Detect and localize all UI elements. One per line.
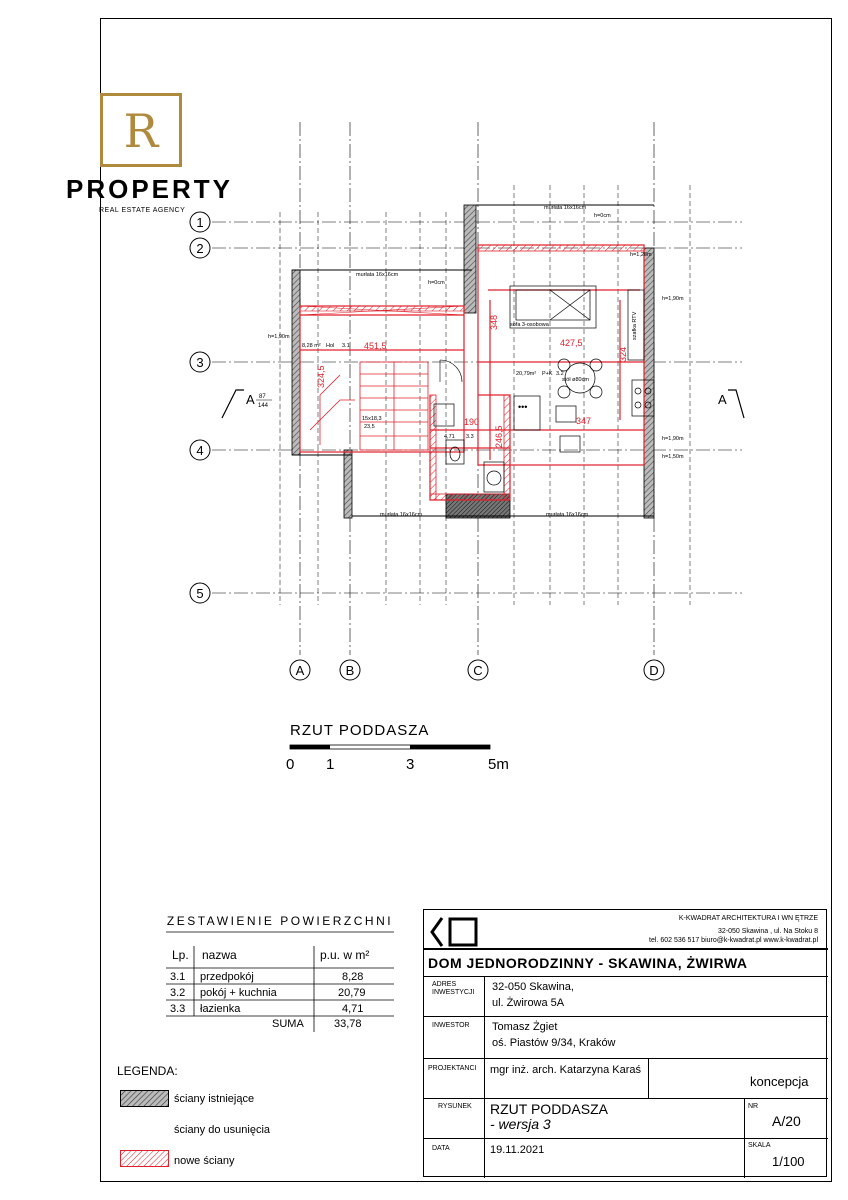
- staircase: [310, 362, 428, 450]
- inwestor-label: INWESTOR: [432, 1022, 470, 1029]
- k-kwadrat-logo: [428, 914, 480, 950]
- rysunek-version: - wersja 3: [490, 1116, 551, 1132]
- anno-dim-348: 348: [489, 314, 499, 330]
- area-sum-label: SUMA: [272, 1018, 304, 1030]
- anno-h-190-right: h=1,90m: [662, 296, 684, 302]
- grid-label-1: 1: [196, 215, 204, 230]
- plan-title: RZUT PODDASZA: [290, 722, 430, 739]
- company-name: K-KWADRAT ARCHITEKTURA I WN ĘTRZE: [678, 915, 818, 922]
- anno-room1-no: 3.1: [342, 343, 350, 349]
- anno-szafka: szafka RTV: [632, 311, 638, 340]
- anno-h-190-low: h=1,90m: [662, 436, 684, 442]
- adres-line-2: ul. Żwirowa 5A: [492, 997, 565, 1009]
- title-block: [423, 909, 827, 1177]
- adres-label: ADRES INWESTYCJI: [432, 981, 475, 996]
- anno-h-190-left: h=1,90m: [268, 334, 290, 340]
- area-table-title: ZESTAWIENIE POWIERZCHNI: [166, 914, 394, 928]
- anno-dim-324: 324: [618, 346, 628, 362]
- drawing-number: A/20: [772, 1113, 801, 1129]
- anno-room2-name: P+K: [542, 371, 553, 377]
- scale-label-0: 0: [286, 756, 295, 773]
- anno-dim-4515: 451,5: [364, 341, 387, 351]
- projektanci-name: mgr inż. arch. Katarzyna Karaś: [490, 1064, 642, 1076]
- grid-label-b: B: [345, 663, 355, 678]
- anno-dim-3245: 324,5: [316, 365, 326, 388]
- anno-dim-347: 347: [576, 416, 592, 426]
- furniture: [434, 286, 654, 492]
- company-contact: tel. 602 536 517 biuro@k-kwadrat.pl www.k-kwadrat.pl: [649, 937, 818, 944]
- area-row-3-lp: 3.3: [170, 1003, 186, 1015]
- brand-tagline: REAL ESTATE AGENCY: [99, 207, 186, 214]
- section-label-left: A: [246, 392, 255, 407]
- area-sum-value: 33,78: [334, 1018, 362, 1030]
- anno-dim-190: 190: [464, 417, 480, 427]
- drawing-date: 19.11.2021: [490, 1144, 545, 1156]
- anno-dim-2465: 246,5: [494, 425, 504, 448]
- grid-label-5: 5: [196, 586, 204, 601]
- area-header-lp: Lp.: [172, 948, 189, 962]
- svg-text:•••: •••: [518, 402, 528, 412]
- anno-room3-no: 3.3: [466, 434, 474, 440]
- anno-room2-area: 20,79m²: [516, 371, 537, 377]
- anno-murlata-b2: murłata 16x16cm: [546, 512, 589, 518]
- scale-label-1: 1: [326, 756, 335, 773]
- inwestor-line-2: oś. Piastów 9/34, Kraków: [492, 1037, 616, 1049]
- logo-letter: R: [123, 104, 159, 158]
- skala-label: SKALA: [748, 1142, 771, 1149]
- grid-label-d: D: [649, 663, 659, 678]
- area-row-2-lp: 3.2: [170, 987, 186, 999]
- grid-label-a: A: [295, 663, 305, 678]
- grid-label-c: C: [473, 663, 483, 678]
- legend-remove: ściany do usunięcia: [174, 1124, 271, 1136]
- anno-murlata-b1: murłata 16x16cm: [380, 512, 423, 518]
- legend-new: nowe ściany: [174, 1155, 235, 1167]
- section-dim-144: 144: [258, 403, 269, 409]
- area-row-1-area: 8,28: [342, 971, 364, 983]
- anno-murlata-left: murłata 16x16cm: [356, 272, 399, 278]
- area-row-2-name: pokój + kuchnia: [200, 987, 277, 999]
- brand-name: PROPERTY: [66, 174, 234, 204]
- legend-title: LEGENDA:: [117, 1064, 178, 1078]
- area-row-1-name: przedpokój: [200, 971, 254, 983]
- anno-h-top: h=0cm: [594, 213, 611, 219]
- legend-swatch-new: [120, 1150, 170, 1168]
- anno-dim-4275: 427,5: [560, 338, 583, 348]
- projektanci-label: PROJEKTANCI: [428, 1065, 477, 1072]
- area-row-2-area: 20,79: [338, 987, 366, 999]
- legend-swatch-existing: [120, 1090, 170, 1108]
- data-label: DATA: [432, 1145, 450, 1152]
- anno-h-left: h=0cm: [428, 280, 445, 286]
- anno-stove-dots: [518, 402, 527, 412]
- anno-murlata-top: murłata 16x16cm: [544, 205, 587, 211]
- adres-line-1: 32-050 Skawina,: [492, 981, 574, 993]
- anno-stairs: 15x18,3: [362, 416, 382, 422]
- project-name: DOM JEDNORODZINNY - SKAWINA, ŻWIRWA: [428, 955, 748, 971]
- grid-label-2: 2: [196, 241, 204, 256]
- rysunek-label: RYSUNEK: [438, 1103, 472, 1110]
- company-address: 32-050 Skawina , ul. Na Stoku 8: [717, 928, 818, 935]
- grid-label-4: 4: [196, 443, 204, 458]
- legend-existing: ściany istniejące: [174, 1093, 255, 1105]
- grid-label-3: 3: [196, 355, 204, 370]
- area-header-area: p.u. w m²: [320, 948, 370, 962]
- project-stage: koncepcja: [750, 1074, 809, 1089]
- anno-room1-name: Hol: [326, 343, 335, 349]
- anno-table: stół ø80cm: [562, 377, 589, 383]
- nr-label: NR: [748, 1103, 759, 1110]
- anno-stairs2: 23,5: [364, 424, 375, 430]
- grid-axes-horizontal: [212, 222, 742, 593]
- section-label-right: A: [718, 392, 727, 407]
- anno-room1-area: 8,28 m²: [302, 343, 321, 349]
- area-row-1-lp: 3.1: [170, 971, 186, 983]
- scale-bar: [290, 745, 490, 749]
- area-row-3-area: 4,71: [342, 1003, 364, 1015]
- area-header-name: nazwa: [202, 948, 237, 962]
- scale-label-5m: 5m: [488, 756, 509, 773]
- rysunek-title: RZUT PODDASZA: [490, 1101, 608, 1117]
- area-row-3-name: łazienka: [200, 1003, 241, 1015]
- drawing-scale: 1/100: [772, 1154, 805, 1169]
- anno-h-126: h=1,26m: [630, 252, 652, 258]
- scale-label-3: 3: [406, 756, 415, 773]
- anno-room2-no: 3.2: [556, 371, 564, 377]
- anno-h-150: h=1,50m: [662, 454, 684, 460]
- section-dim-87: 87: [259, 394, 266, 400]
- anno-room3-area: 4,71: [444, 434, 455, 440]
- inwestor-line-1: Tomasz Żgiet: [492, 1021, 558, 1033]
- anno-sofa: sofa 3-osobowa: [510, 322, 549, 328]
